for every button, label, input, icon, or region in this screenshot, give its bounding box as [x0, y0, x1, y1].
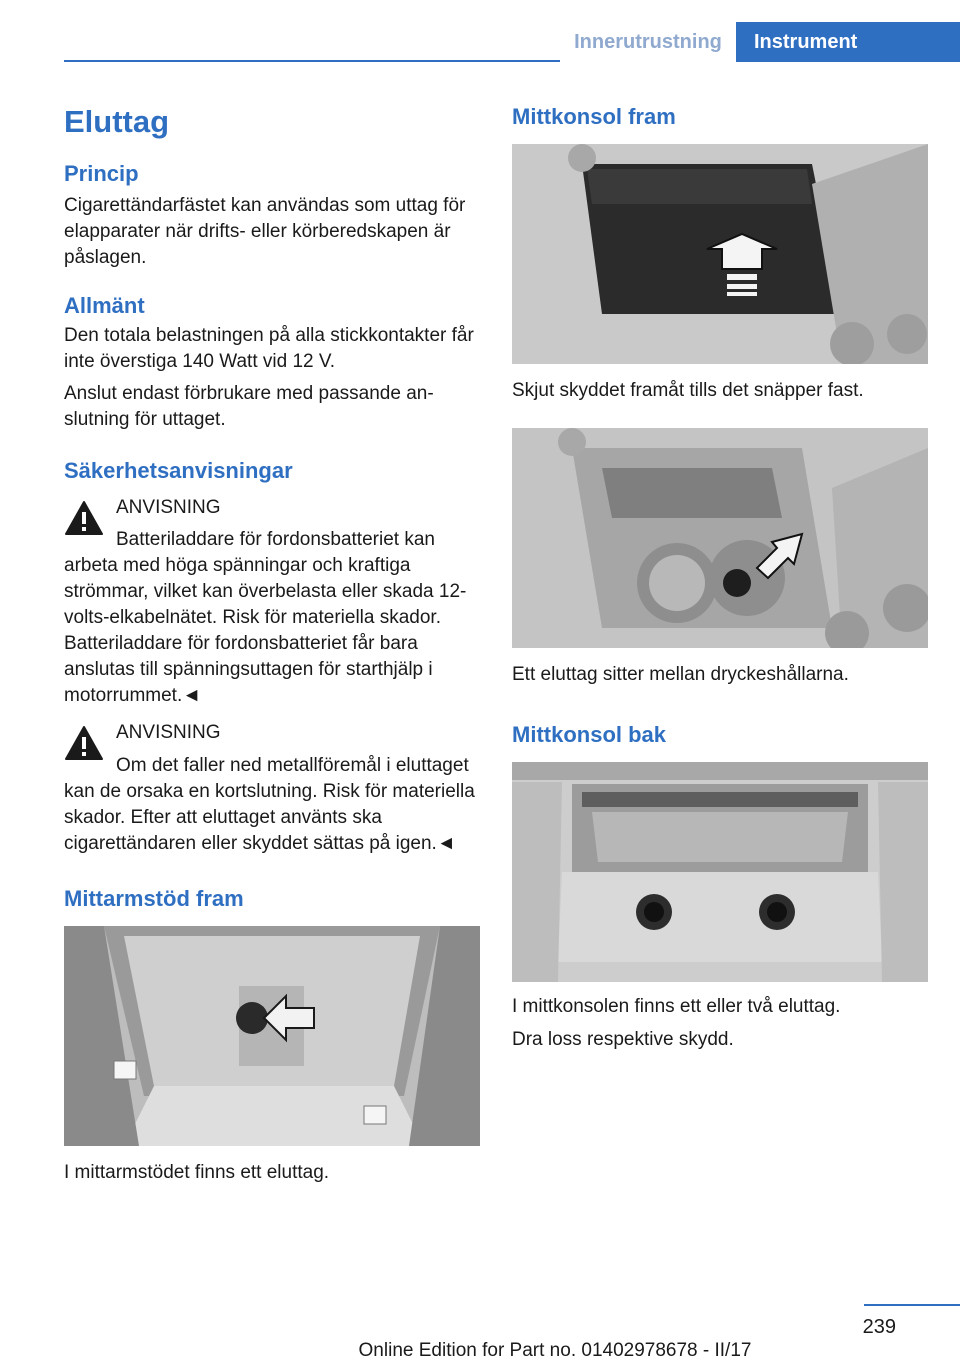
heading-armstod: Mittarmstöd fram	[64, 886, 244, 911]
heading-konsol-bak: Mittkonsol bak	[512, 722, 667, 747]
warning-1-title: ANVISNING	[116, 497, 221, 518]
page-header	[0, 22, 960, 62]
heading-allmant: Allmänt	[64, 293, 145, 318]
front-console-cupholder-illustration	[512, 428, 928, 648]
page-title: Eluttag	[64, 104, 170, 139]
edition-footer: Online Edition for Part no. 01402978678 - II/17	[358, 1340, 752, 1361]
warning-2-title: ANVISNING	[116, 722, 221, 743]
armrest-socket-illustration	[64, 926, 480, 1146]
heading-sakerhet: Säkerhetsanvisningar	[64, 458, 293, 483]
header-chapter-tab[interactable]: Instrument	[736, 22, 960, 62]
text-allmant-2: Anslut endast förbrukare med passande anslutning för uttaget.	[64, 383, 434, 430]
warning-1-text: Batteriladdare för fordonsbatteriet kan arbeta med höga spänningar och kraftiga strömmar, vilket kan överbelasta eller skada 12-volts-elkabelnätet. Risk för materiella skador. Batteriladdare för fordonsbatteriet får bara anslutas till spänningsuttagen för starthjälp i motorrummet.◄	[64, 529, 467, 706]
footer-rule	[864, 1304, 960, 1306]
text-allmant-1: Den totala belastningen på alla stickkontakter får inte överstiga 140 Watt vid 12 V.	[64, 325, 474, 372]
heading-princip: Princip	[64, 161, 139, 186]
front-console-cover-illustration	[512, 144, 928, 364]
text-princip: Cigarettändarfästet kan användas som uttag för elapparater när drifts- eller körberedskapen är påslagen.	[64, 195, 466, 268]
warning-2-text: Om det faller ned metallföremål i eluttaget kan de orsaka en kortslutning. Risk för materiella skador. Efter att eluttaget använts ska cigarettändaren eller skyddet sättas på igen.◄	[64, 755, 475, 854]
caption-armstod: I mittarmstödet finns ett eluttag.	[64, 1162, 330, 1183]
heading-konsol-fram: Mittkonsol fram	[512, 104, 676, 129]
rear-console-sockets-illustration	[512, 762, 928, 982]
caption-konsol-bak-2: Dra loss respektive skydd.	[512, 1029, 734, 1050]
page-number: 239	[862, 1316, 896, 1338]
caption-konsol-fram-1: Skjut skyddet framåt tills det snäpper fast.	[512, 380, 864, 401]
header-section-tab[interactable]: Innerutrustning	[560, 22, 736, 62]
caption-konsol-bak-1: I mittkonsolen finns ett eller två eluttag.	[512, 996, 841, 1017]
caption-konsol-fram-2: Ett eluttag sitter mellan dryckeshållarna.	[512, 664, 849, 685]
